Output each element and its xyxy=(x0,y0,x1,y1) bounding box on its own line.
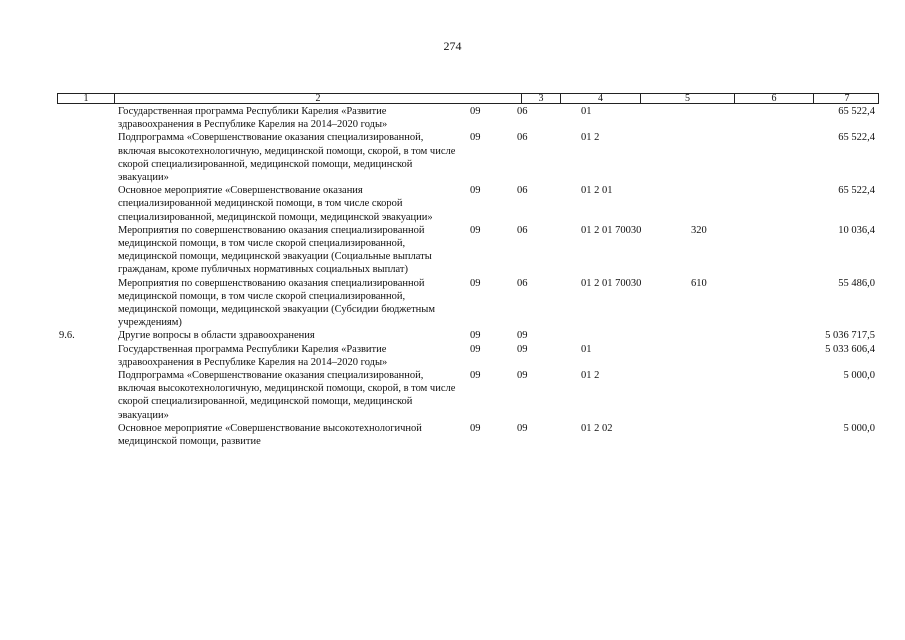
row-subsection: 09 xyxy=(517,422,528,434)
table-row xyxy=(57,369,879,422)
table-row xyxy=(57,329,879,342)
row-name: Подпрограмма «Совершенствование оказания специализированной, включая высокотехнологичную, медицинской помощи, скорой, в том числе скорой специализированной, медицинской помощи, медицинской эвакуации» xyxy=(118,370,456,421)
row-name: Подпрограмма «Совершенствование оказания специализированной, включая высокотехнологичную, медицинской помощи, скорой, в том числе скорой специализированной, медицинской помощи, медицинской эвакуации» xyxy=(118,132,456,184)
row-section: 09 xyxy=(470,330,481,342)
page-number: 274 xyxy=(443,39,462,53)
row-section: 09 xyxy=(470,370,481,382)
table-row xyxy=(57,277,879,330)
row-target-code: 01 2 01 xyxy=(581,185,613,197)
table-row xyxy=(57,105,879,131)
row-amount: 5 036 717,5 xyxy=(825,330,875,342)
row-subsection: 09 xyxy=(517,330,528,342)
table-row xyxy=(57,422,879,448)
row-name: Мероприятия по совершенствованию оказания специализированной медицинской помощи, в том числе скорой специализированной, медицинской помощи, медицинской эвакуации (Субсидии бюджетным учреждениям) xyxy=(118,277,435,329)
row-section: 09 xyxy=(470,185,481,197)
row-subsection: 06 xyxy=(517,132,528,144)
row-section: 09 xyxy=(470,224,481,236)
row-target-code: 01 xyxy=(581,106,592,117)
row-target-code: 01 xyxy=(581,343,592,355)
row-target-code: 01 2 01 70030 xyxy=(581,224,642,236)
row-number: 9.6. xyxy=(59,330,75,342)
row-name: Государственная программа Республики Карелия «Развитие здравоохранения в Республике Карелия на 2014–2020 годы» xyxy=(118,106,388,131)
row-amount: 55 486,0 xyxy=(838,277,875,289)
row-subsection: 06 xyxy=(517,106,528,117)
row-subsection: 06 xyxy=(517,224,528,236)
row-amount: 5 033 606,4 xyxy=(825,343,875,355)
header-col-5: 5 xyxy=(641,94,735,103)
table-row xyxy=(57,343,879,369)
row-name: Основное мероприятие «Совершенствование оказания специализированной медицинской помощи, в том числе скорой специализированной, медицинской помощи, медицинской эвакуации» xyxy=(118,185,433,223)
row-amount: 5 000,0 xyxy=(843,422,875,434)
row-amount: 65 522,4 xyxy=(838,132,875,144)
row-expense-type: 320 xyxy=(691,224,707,236)
row-target-code: 01 2 01 70030 xyxy=(581,277,642,289)
row-target-code: 01 2 xyxy=(581,132,600,144)
header-col-7: 7 xyxy=(844,93,850,104)
table-header xyxy=(57,93,879,104)
row-section: 09 xyxy=(470,422,481,434)
header-col-4: 4 xyxy=(561,94,641,103)
table-row xyxy=(57,224,879,277)
row-name: Государственная программа Республики Карелия «Развитие здравоохранения в Республике Карелия на 2014–2020 годы» xyxy=(118,343,388,368)
table-row xyxy=(57,131,879,184)
row-subsection: 06 xyxy=(517,185,528,197)
row-target-code: 01 2 xyxy=(581,370,600,382)
header-col-6: 6 xyxy=(735,94,814,103)
row-amount: 10 036,4 xyxy=(838,224,875,236)
row-amount: 5 000,0 xyxy=(843,370,875,382)
table-row xyxy=(57,184,879,224)
header-col-2: 2 xyxy=(115,94,522,103)
row-name: Основное мероприятие «Совершенствование высокотехнологичной медицинской помощи, развитие xyxy=(118,422,422,448)
row-section: 09 xyxy=(470,277,481,289)
header-col-1: 1 xyxy=(58,94,115,103)
row-section: 09 xyxy=(470,106,481,117)
row-name: Мероприятия по совершенствованию оказания специализированной медицинской помощи, в том числе скорой специализированной, медицинской помощи, медицинской эвакуации (Социальные выплаты гражданам, кроме публичных нормативных социальных выплат) xyxy=(118,224,432,276)
row-target-code: 01 2 02 xyxy=(581,422,613,434)
row-section: 09 xyxy=(470,343,481,355)
row-subsection: 09 xyxy=(517,343,528,355)
row-expense-type: 610 xyxy=(691,277,707,289)
table-body xyxy=(57,105,879,448)
row-subsection: 06 xyxy=(517,277,528,289)
row-subsection: 09 xyxy=(517,370,528,382)
header-col-3: 3 xyxy=(522,94,561,103)
row-amount: 65 522,4 xyxy=(838,185,875,197)
row-name: Другие вопросы в области здравоохранения xyxy=(118,330,315,342)
row-amount: 65 522,4 xyxy=(838,106,875,117)
row-section: 09 xyxy=(470,132,481,144)
